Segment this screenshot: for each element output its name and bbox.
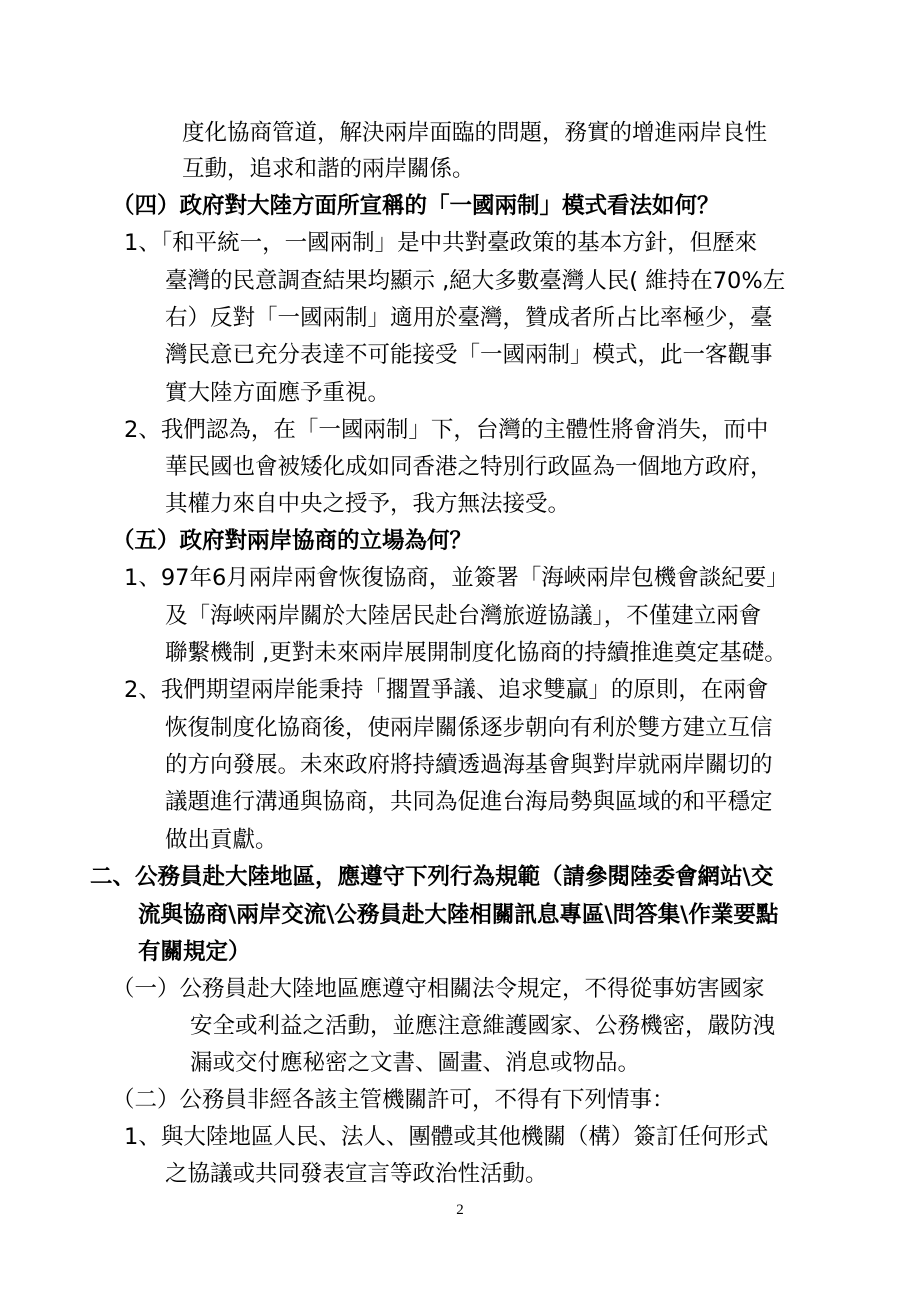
text-line: 議題進行溝通與協商，共同為促進台海局勢與區域的和平穩定 bbox=[165, 789, 773, 815]
text-line: 恢復制度化協商後，使兩岸關係逐步朝向有利於雙方建立互信 bbox=[165, 715, 773, 741]
section-heading: 二、公務員赴大陸地區，應遵守下列行為規範（請參閱陸委會網站\交 bbox=[90, 864, 774, 890]
page-number: 2 bbox=[456, 1202, 464, 1218]
section-heading: 有關規定） bbox=[138, 939, 251, 965]
section-heading: （五）政府對兩岸協商的立場為何？ bbox=[112, 528, 473, 554]
text-line: 度化協商管道，解決兩岸面臨的問題，務實的增進兩岸良性 bbox=[182, 120, 768, 146]
text-line: 的方向發展。未來政府將持續透過海基會與對岸就兩岸關切的 bbox=[165, 752, 773, 778]
text-line: 互動，追求和諧的兩岸關係。 bbox=[182, 156, 475, 182]
text-line: 實大陸方面應予重視。 bbox=[165, 380, 391, 406]
text-line: 2、我們期望兩岸能秉持「擱置爭議、追求雙贏」的原則，在兩會 bbox=[124, 677, 769, 703]
text-line: 1、97年6月兩岸兩會恢復協商，並簽署「海峽兩岸包機會談紀要」 bbox=[124, 565, 789, 591]
text-line: 聯繫機制 ,更對未來兩岸展開制度化協商的持續推進奠定基礎。 bbox=[165, 640, 787, 666]
section-heading: 流與協商\兩岸交流\公務員赴大陸相關訊息專區\問答集\作業要點 bbox=[138, 902, 779, 928]
text-line: （一）公務員赴大陸地區應遵守相關法令規定，不得從事妨害國家 bbox=[112, 976, 765, 1002]
text-line: 之協議或共同發表宣言等政治性活動。 bbox=[165, 1161, 548, 1187]
section-heading: （四）政府對大陸方面所宣稱的「一國兩制」模式看法如何？ bbox=[112, 193, 720, 219]
text-line: 1、與大陸地區人民、法人、團體或其他機關（構）簽訂任何形式 bbox=[124, 1124, 769, 1150]
text-line: 華民國也會被矮化成如同香港之特別行政區為一個地方政府， bbox=[165, 454, 773, 480]
text-line: 1、「和平統一，一國兩制」是中共對臺政策的基本方針，但歷來 bbox=[124, 230, 758, 256]
text-line: 及「海峽兩岸關於大陸居民赴台灣旅遊協議」，不僅建立兩會 bbox=[165, 603, 762, 629]
text-line: 其權力來自中央之授予，我方無法接受。 bbox=[165, 491, 571, 517]
text-line: （二）公務員非經各該主管機關許可，不得有下列情事： bbox=[112, 1087, 675, 1113]
text-line: 臺灣的民意調查結果均顯示 ,絕大多數臺灣人民( 維持在70%左 bbox=[165, 268, 786, 294]
text-line: 做出貢獻。 bbox=[165, 827, 278, 853]
text-line: 灣民意已充分表達不可能接受「一國兩制」模式，此一客觀事 bbox=[165, 342, 773, 368]
text-line: 右）反對「一國兩制」適用於臺灣，贊成者所占比率極少，臺 bbox=[165, 305, 773, 331]
text-line: 漏或交付應秘密之文書、圖畫、消息或物品。 bbox=[190, 1050, 641, 1076]
text-line: 安全或利益之活動，並應注意維護國家、公務機密，嚴防洩 bbox=[190, 1013, 776, 1039]
text-line: 2、我們認為，在「一國兩制」下，台灣的主體性將會消失，而中 bbox=[124, 417, 769, 443]
